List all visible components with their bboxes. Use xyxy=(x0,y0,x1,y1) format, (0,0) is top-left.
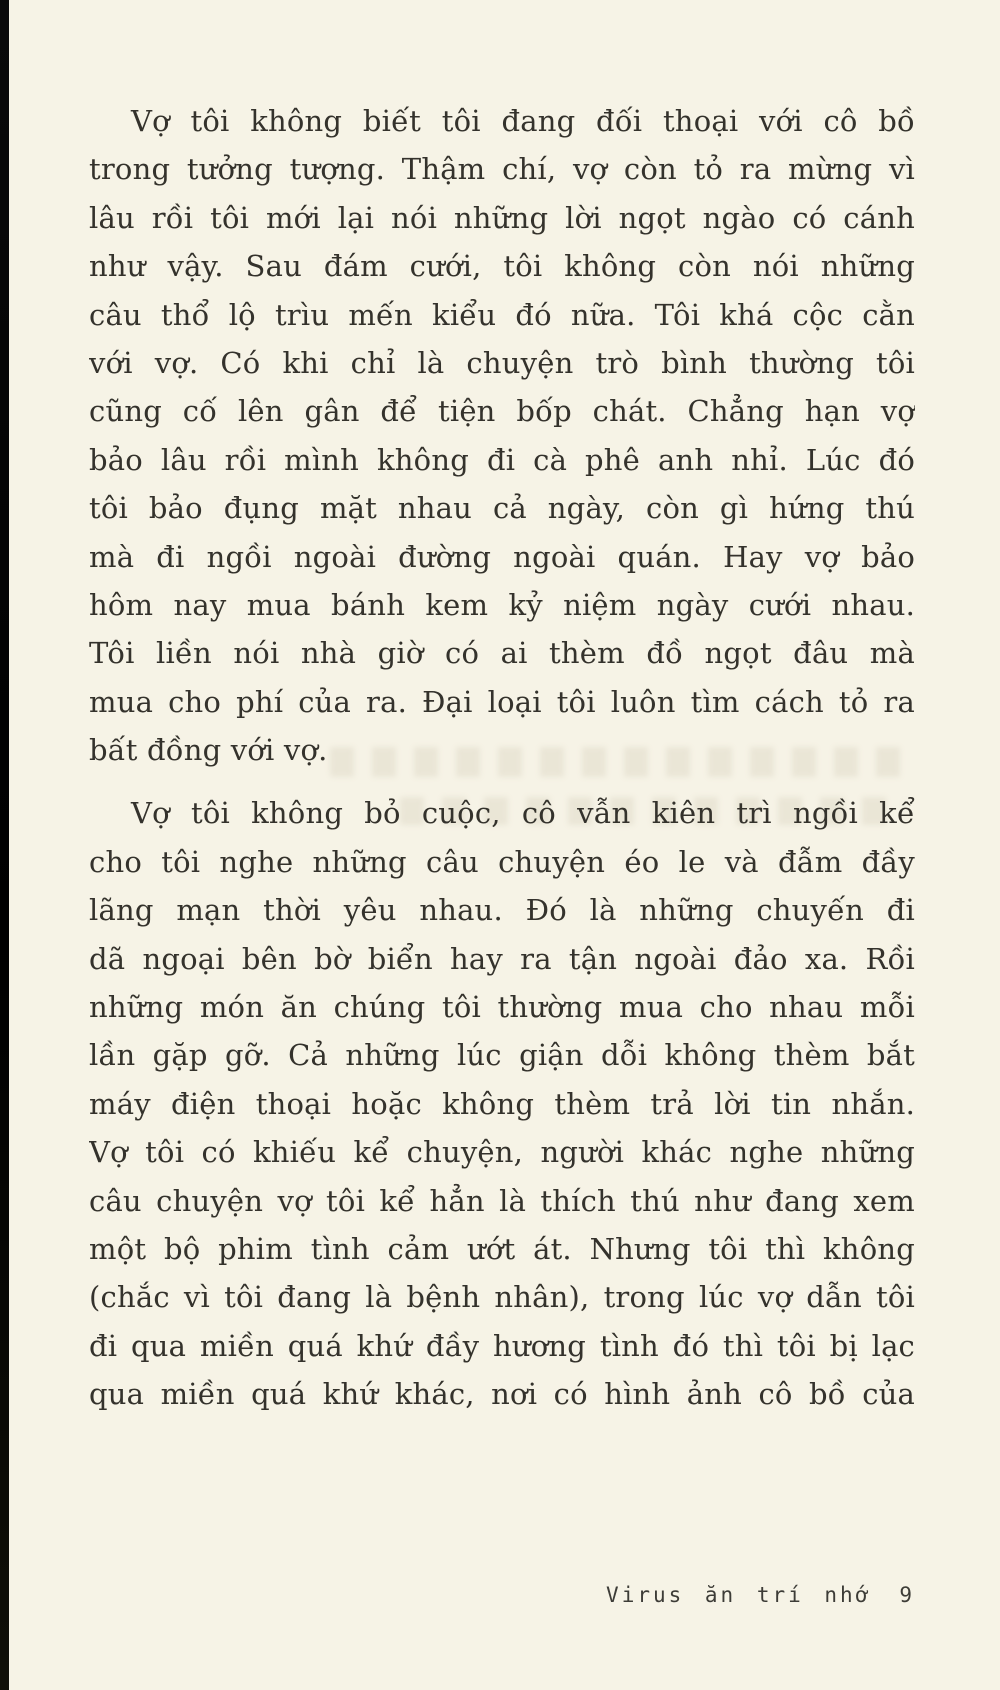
text-line: đi qua miền quá khứ đầy hương tình đó thì tôi bị lạc xyxy=(89,1328,915,1363)
text-line: tôi bảo đụng mặt nhau cả ngày, còn gì hứng thú xyxy=(89,491,915,526)
text-line: lâu rồi tôi mới lại nói những lời ngọt ngào có cánh xyxy=(89,200,915,235)
text-line: một bộ phim tình cảm ướt át. Nhưng tôi thì không xyxy=(89,1231,915,1266)
text-line: những món ăn chúng tôi thường mua cho nhau mỗi xyxy=(89,990,915,1025)
text-line: lần gặp gỡ. Cả những lúc giận dỗi không thèm bắt xyxy=(89,1038,915,1073)
text-line: (chắc vì tôi đang là bệnh nhân), trong lúc vợ dẫn tôi xyxy=(89,1280,915,1315)
text-line: mua cho phí của ra. Đại loại tôi luôn tìm cách tỏ ra xyxy=(89,684,915,719)
text-line: câu chuyện vợ tôi kể hẳn là thích thú như đang xem xyxy=(89,1183,915,1218)
text-line: bất đồng với vợ. xyxy=(89,733,328,768)
text-line: Tôi liền nói nhà giờ có ai thèm đồ ngọt đâu mà xyxy=(89,636,915,671)
scan-left-edge xyxy=(0,0,9,1690)
text-line: cũng cố lên gân để tiện bốp chát. Chẳng hạn vợ xyxy=(89,394,915,429)
text-line: dã ngoại bên bờ biển hay ra tận ngoài đảo xa. Rồi xyxy=(89,941,915,976)
text-line: câu thổ lộ trìu mến kiểu đó nữa. Tôi khá cộc cằn xyxy=(89,297,915,332)
text-line: lãng mạn thời yêu nhau. Đó là những chuyến đi xyxy=(89,893,915,928)
text-line: cho tôi nghe những câu chuyện éo le và đẫm đầy xyxy=(89,844,915,879)
page-footer xyxy=(606,1583,915,1607)
text-line: Vợ tôi có khiếu kể chuyện, người khác nghe những xyxy=(89,1135,915,1170)
text-line: Vợ tôi không bỏ cuộc, cô vẫn kiên trì ngồi kể xyxy=(131,796,915,831)
paragraph xyxy=(89,97,915,774)
page-number: 9 xyxy=(899,1583,915,1607)
text-line: như vậy. Sau đám cưới, tôi không còn nói những xyxy=(89,249,915,284)
text-line: Vợ tôi không biết tôi đang đối thoại với cô bồ xyxy=(131,104,915,138)
text-line: trong tưởng tượng. Thậm chí, vợ còn tỏ ra mừng vì xyxy=(89,152,915,187)
text-line: máy điện thoại hoặc không thèm trả lời tin nhắn. xyxy=(89,1086,915,1121)
text-line: mà đi ngồi ngoài đường ngoài quán. Hay vợ bảo xyxy=(89,539,915,574)
paragraph xyxy=(89,789,915,1418)
text-line: với vợ. Có khi chỉ là chuyện trò bình thường tôi xyxy=(89,345,915,380)
text-line: hôm nay mua bánh kem kỷ niệm ngày cưới nhau. xyxy=(89,587,915,622)
text-line: bảo lâu rồi mình không đi cà phê anh nhỉ. Lúc đó xyxy=(89,442,915,477)
text-line: qua miền quá khứ khác, nơi có hình ảnh cô bồ của xyxy=(89,1377,915,1412)
running-title: Virus ăn trí nhớ xyxy=(606,1583,872,1607)
body-text xyxy=(89,97,915,1434)
